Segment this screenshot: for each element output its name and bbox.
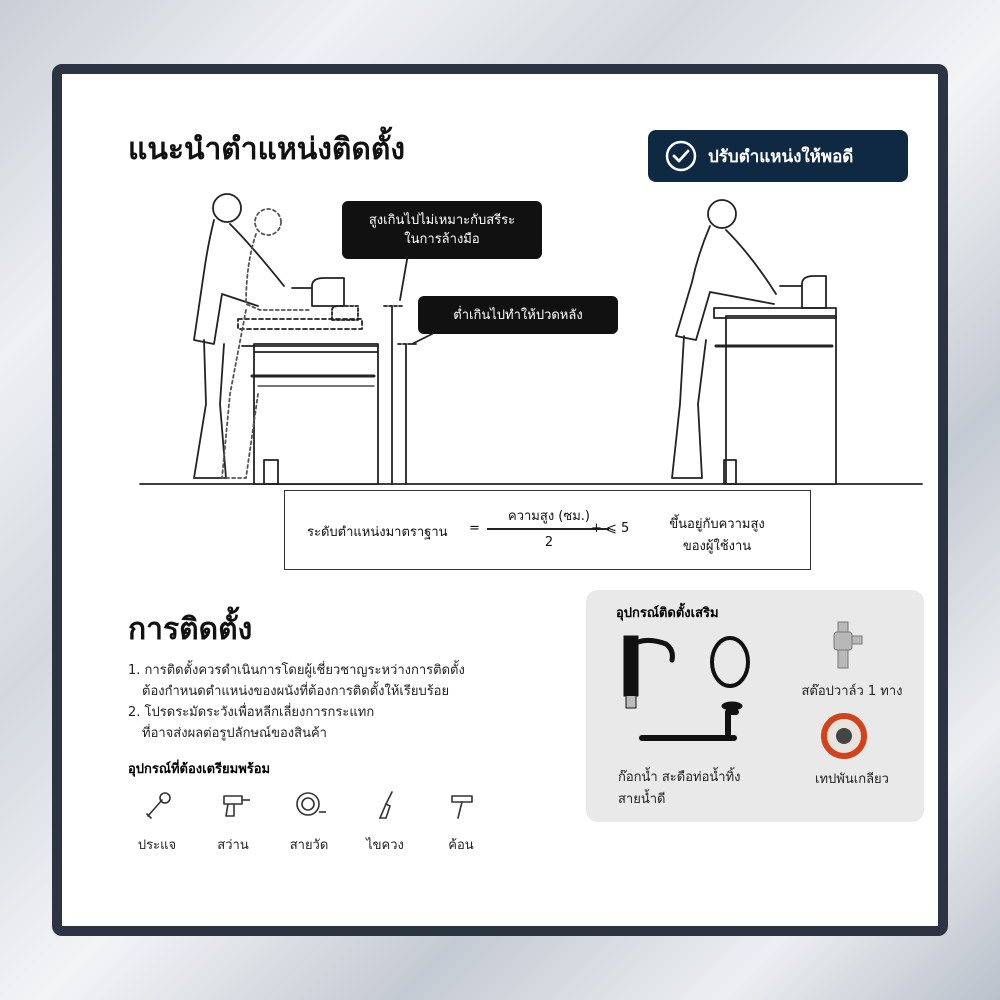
tool-hammer	[426, 790, 496, 855]
thread-tape-image	[818, 710, 870, 762]
tools-row	[122, 790, 502, 853]
hammer-icon	[426, 790, 496, 820]
too-low-text: ต่ำเกินไปทำให้ปวดหลัง	[453, 307, 583, 323]
tool-screwdriver	[350, 790, 420, 855]
tool-wrench	[122, 790, 192, 855]
formula-note-2: ของผู้ใช้งาน	[682, 539, 752, 554]
too-high-text: สูงเกินไปไม่เหมาะกับสรีระในการล้างมือ	[368, 213, 516, 247]
info-card	[52, 64, 948, 936]
step-1-line-2: ต้องกำหนดตำแหน่งของผนังที่ต้องการติดตั้งให้เรียบร้อย	[142, 684, 450, 699]
step-1-line-1: 1. การติดตั้งควรดำเนินการโดยผู้เชี่ยวชาญระหว่างการติดตั้ง	[128, 663, 465, 678]
formula-plus: + ⩽ 5	[591, 521, 630, 536]
thread-tape-label: เทปพันเกลียว	[815, 772, 889, 787]
drill-icon	[198, 790, 268, 820]
tool-drill	[198, 790, 268, 855]
faucet-drain-hose-image	[610, 626, 760, 756]
stop-valve-label: สต๊อปวาล์ว 1 ทาง	[801, 684, 903, 699]
tool-label-hammer: ค้อน	[448, 838, 474, 853]
tool-label-screwdriver: ไขควง	[366, 838, 404, 853]
install-steps	[128, 660, 548, 744]
stop-valve-image	[824, 620, 864, 672]
formula-label: ระดับตำแหน่งมาตราฐาน	[307, 525, 448, 540]
accessories-panel	[586, 590, 924, 822]
accessories-title: อุปกรณ์ติดตั้งเสริม	[616, 606, 719, 621]
formula-denominator: 2	[544, 535, 554, 550]
wrench-icon	[122, 790, 192, 820]
tool-label-drill: สว่าน	[217, 838, 249, 853]
screwdriver-icon	[350, 790, 420, 820]
formula-numerator: ความสูง (ซม.)	[508, 509, 590, 524]
formula-box	[284, 490, 811, 570]
too-high-callout	[342, 201, 542, 259]
accessories-left-line-2: สายน้ำดี	[618, 792, 666, 807]
sink-height-illustration	[62, 74, 938, 494]
tape-measure-icon	[274, 790, 344, 820]
step-2-line-2: ที่อาจส่งผลต่อรูปลักษณ์ของสินค้า	[142, 726, 327, 741]
badge-label: ปรับตำแหน่งให้พอดี	[708, 146, 854, 167]
formula-note-1: ขึ้นอยู่กับความสูง	[669, 517, 765, 532]
tool-label-tape: สายวัด	[289, 838, 329, 853]
step-2-line-1: 2. โปรดระมัดระวังเพื่อหลีกเลี่ยงการกระแทก	[128, 705, 375, 720]
formula-equals: =	[469, 521, 480, 536]
install-title: การติดตั้ง	[128, 612, 253, 647]
tools-title: อุปกรณ์ที่ต้องเตรียมพร้อม	[128, 762, 271, 777]
tool-tape-measure	[274, 790, 344, 855]
too-low-callout	[418, 296, 618, 334]
page-title: แนะนำตำแหน่งติดตั้ง	[128, 132, 406, 167]
accessories-left-line-1: ก๊อกน้ำ สะดือท่อน้ำทิ้ง	[618, 770, 741, 785]
tool-label-wrench: ประแจ	[137, 838, 177, 853]
